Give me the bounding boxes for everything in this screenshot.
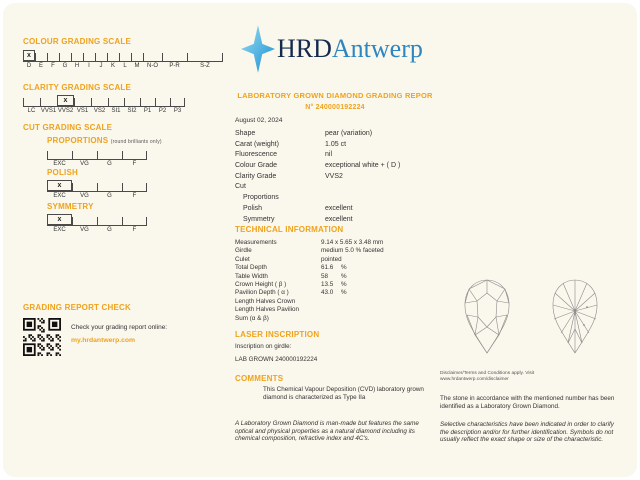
scale-label: G <box>107 161 112 167</box>
scale-label: L <box>123 63 127 69</box>
scale-label: N-O <box>147 63 158 69</box>
comments-text: This Chemical Vapour Deposition (CVD) laboratory grown diamond is characterized as Type IIa <box>263 386 424 401</box>
technical-row <box>235 298 435 306</box>
scale-cell <box>23 96 40 106</box>
disclaimer-line1: Disclaimer/Terms and Conditions apply. Visit <box>440 371 535 376</box>
scale-label: H <box>74 63 80 69</box>
technical-table <box>235 239 435 323</box>
scale-cell <box>119 51 131 61</box>
row-value: pointed <box>321 255 342 263</box>
symmetry-scale <box>47 215 147 233</box>
technical-row <box>235 247 435 255</box>
scale-label: LC <box>27 108 36 114</box>
scale-label: F <box>132 161 137 167</box>
summary-row <box>235 183 435 194</box>
scale-cell <box>97 181 122 191</box>
row-value: excellent <box>325 215 353 223</box>
scale-label: EXC <box>53 227 66 233</box>
row-label: Cut <box>235 183 246 191</box>
scale-cell <box>97 149 122 159</box>
grade-marker: x <box>47 214 72 225</box>
technical-heading: TECHNICAL INFORMATION <box>235 225 344 234</box>
row-unit: % <box>341 280 347 288</box>
proportions-note: (round brilliants only) <box>110 139 162 145</box>
report-number: N° 240000192224 <box>305 104 365 111</box>
selective-characteristics-note: Selective characteristics have been indicated in order to clarify the description and/or for further identification. Symbols do not usually reflect the exact shape or size of the characteristic. <box>440 421 614 443</box>
clarity-scale-heading: CLARITY GRADING SCALE <box>23 83 132 92</box>
row-label: Colour Grade <box>235 162 278 170</box>
logo-antwerp-text: Antwerp <box>331 34 423 63</box>
scale-label: P2 <box>158 108 167 114</box>
qr-code <box>23 318 61 356</box>
polish-scale <box>47 181 147 199</box>
report-body <box>231 3 439 477</box>
scale-cell <box>83 51 95 61</box>
scale-cell <box>91 96 108 106</box>
row-value: 43.0 <box>321 289 334 297</box>
scale-label: VVS2 <box>57 108 74 114</box>
symmetry-heading: SYMMETRY <box>47 202 94 211</box>
logo-wordmark <box>277 36 423 62</box>
row-label: Polish <box>243 204 263 212</box>
scale-cell <box>47 51 59 61</box>
scale-cell <box>108 96 124 106</box>
scale-label: EXC <box>53 161 66 167</box>
certificate-card <box>3 3 637 477</box>
row-value: 9.14 x 5.65 x 3.48 mm <box>321 239 384 246</box>
scale-label: J <box>99 63 103 69</box>
scale-cell <box>97 215 122 225</box>
row-label: Culet <box>235 255 250 263</box>
scale-label: VS2 <box>93 108 106 114</box>
logo-hrd-text: HRD <box>277 34 332 63</box>
scale-cell <box>35 51 47 61</box>
row-unit: % <box>341 289 347 297</box>
scale-label: VG <box>80 193 89 199</box>
scale-cell <box>187 51 223 61</box>
scale-label: VG <box>80 161 89 167</box>
scale-cell <box>74 96 91 106</box>
row-label: Fluorescence <box>235 151 278 159</box>
scale-cell <box>57 96 74 106</box>
report-date: August 02, 2024 <box>235 117 283 124</box>
row-value: 61.6 <box>321 264 334 272</box>
row-value: 13.5 <box>321 280 334 288</box>
scale-label: D <box>26 63 32 69</box>
scale-label: I <box>88 63 90 69</box>
proportions-heading: PROPORTIONS (round brilliants only) <box>47 136 162 145</box>
technical-row <box>235 256 435 264</box>
scale-cell <box>131 51 143 61</box>
scale-cell <box>170 96 185 106</box>
row-label: Total Depth <box>235 264 267 272</box>
scale-label: P1 <box>143 108 152 114</box>
summary-table <box>235 130 435 226</box>
scale-cell <box>162 51 187 61</box>
laser-inscription-heading: LASER INSCRIPTION <box>235 330 320 339</box>
technical-row <box>235 289 435 297</box>
scale-cell <box>71 51 83 61</box>
comments-heading: COMMENTS <box>235 374 284 383</box>
grading-check-text: Check your grading report online: <box>71 324 168 331</box>
row-label: Pavilion Depth ( α ) <box>235 289 289 297</box>
scale-label: F <box>132 227 137 233</box>
scale-cell <box>107 51 119 61</box>
scale-cell <box>47 215 72 225</box>
scale-label: VS1 <box>76 108 89 114</box>
scale-label: G <box>107 193 112 199</box>
technical-row <box>235 306 435 314</box>
row-value: nil <box>325 151 333 159</box>
scale-cell <box>122 215 147 225</box>
row-label: Carat (weight) <box>235 140 279 148</box>
diamond-diagram-crown <box>459 277 515 355</box>
scale-label: K <box>110 63 115 69</box>
scale-cell <box>124 96 140 106</box>
cut-scale-heading: CUT GRADING SCALE <box>23 123 113 132</box>
summary-row <box>235 194 435 205</box>
summary-row <box>235 130 435 141</box>
grade-marker: x <box>23 50 35 61</box>
row-value: medium 5.0 % faceted <box>321 247 384 255</box>
scale-label: P3 <box>173 108 182 114</box>
scale-label: M <box>134 63 140 69</box>
row-unit: % <box>341 264 347 272</box>
summary-row <box>235 205 435 216</box>
scale-cell <box>40 96 57 106</box>
scale-label: G <box>62 63 68 69</box>
hrd-star-icon <box>241 23 275 75</box>
row-label: Shape <box>235 130 256 137</box>
scale-label: VG <box>80 227 89 233</box>
scale-cell <box>72 149 97 159</box>
scale-cell <box>95 51 107 61</box>
scale-label: SI1 <box>111 108 121 114</box>
row-label: Sum (α & β) <box>235 314 269 322</box>
scale-label: F <box>132 193 137 199</box>
grade-marker: x <box>57 95 74 106</box>
row-label: Girdle <box>235 247 252 255</box>
row-value: pear (variation) <box>325 130 373 137</box>
scale-label: SI2 <box>127 108 137 114</box>
colour-grading-scale <box>23 51 223 69</box>
scale-cell <box>72 181 97 191</box>
report-title: LABORATORY GROWN DIAMOND GRADING REPOR <box>237 91 433 100</box>
row-label: Crown Height ( β ) <box>235 280 287 288</box>
technical-row <box>235 281 435 289</box>
scale-cell <box>47 181 72 191</box>
lab-grown-note: A Laboratory Grown Diamond is man-made but features the same optical and physical properties as a natural diamond including its chemical composition, refractive index and 4C's. <box>235 420 419 442</box>
technical-row <box>235 239 435 247</box>
row-label: Measurements <box>235 239 277 246</box>
scale-label: E <box>38 63 43 69</box>
colour-scale-heading: COLOUR GRADING SCALE <box>23 37 131 46</box>
summary-row <box>235 173 435 184</box>
row-label: Clarity Grade <box>235 172 277 180</box>
scale-cell <box>143 51 162 61</box>
scale-label: EXC <box>53 193 66 199</box>
disclaimer-link: www.hrdantwerp.com/disclaimer <box>440 377 509 382</box>
disclaimer-text <box>440 371 610 383</box>
scale-cell <box>122 181 147 191</box>
laser-inscription-value: LAB GROWN 240000192224 <box>235 356 318 363</box>
summary-row <box>235 162 435 173</box>
clarity-grading-scale <box>23 96 185 114</box>
scale-cell <box>122 149 147 159</box>
row-value: excellent <box>325 204 353 212</box>
summary-row <box>235 141 435 152</box>
row-unit: % <box>341 272 347 280</box>
scale-label: F <box>51 63 55 69</box>
technical-row <box>235 315 435 323</box>
row-value: 58 <box>321 272 329 280</box>
technical-row <box>235 273 435 281</box>
diamond-diagram-pavilion <box>547 277 603 355</box>
scale-cell <box>140 96 155 106</box>
row-label: Table Width <box>235 272 268 280</box>
proportions-scale <box>47 149 147 167</box>
scale-label: VVS1 <box>40 108 57 114</box>
scale-cell <box>47 149 72 159</box>
scale-cell <box>59 51 71 61</box>
grading-report-check-heading: GRADING REPORT CHECK <box>23 303 132 312</box>
grade-marker: x <box>47 180 72 191</box>
row-value: VVS2 <box>325 172 343 180</box>
polish-heading: POLISH <box>47 168 78 177</box>
scale-cell <box>23 51 35 61</box>
row-label: Symmetry <box>243 215 275 223</box>
row-label: Proportions <box>243 194 279 202</box>
laser-inscription-label: Inscription on girdle: <box>235 343 292 350</box>
row-value: exceptional white + ( D ) <box>325 162 401 170</box>
row-label: Length Halves Pavilion <box>235 306 300 314</box>
summary-row <box>235 151 435 162</box>
identification-statement: The stone in accordance with the mentioned number has been identified as a Laboratory Grown Diamond. <box>440 395 615 410</box>
scale-cell <box>155 96 170 106</box>
technical-row <box>235 264 435 272</box>
scale-cell <box>72 215 97 225</box>
grading-check-link[interactable]: my.hrdantwerp.com <box>71 337 136 344</box>
scale-label: P-R <box>169 63 180 69</box>
row-value: 1.05 ct <box>325 140 347 148</box>
row-label: Length Halves Crown <box>235 297 296 305</box>
scale-label: G <box>107 227 112 233</box>
hrd-antwerp-logo <box>241 23 423 75</box>
scale-label: S-Z <box>200 63 210 69</box>
